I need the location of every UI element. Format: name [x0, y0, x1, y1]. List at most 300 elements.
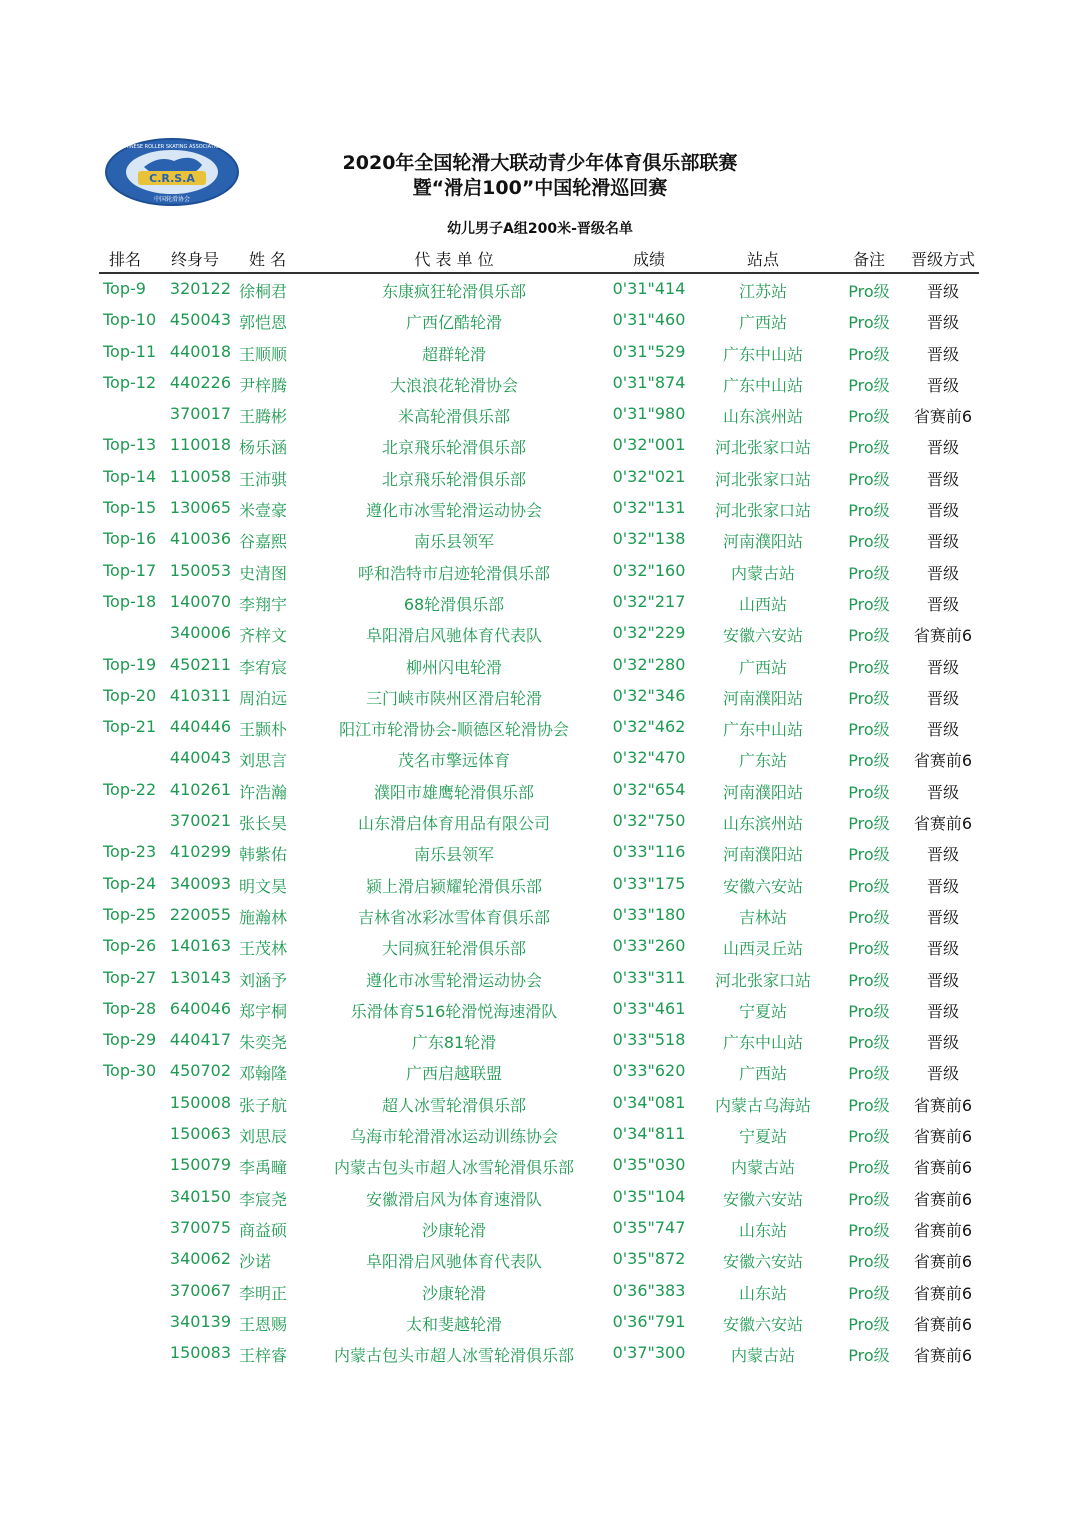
rank-cell: Top-14 — [103, 466, 157, 486]
advance-cell: 省赛前6 — [913, 1252, 973, 1272]
logo-english: CHINESE ROLLER SKATING ASSOCIATION — [121, 144, 223, 150]
unit-cell: 茂名市擎远体育 — [397, 751, 510, 771]
station-cell: 山西灵丘站 — [722, 939, 803, 959]
note-cell: Pro级 — [848, 344, 890, 364]
col-unit: 代 表 单 位 — [414, 250, 494, 269]
rank-cell: Top-19 — [103, 654, 157, 674]
rank-cell: Top-20 — [103, 685, 157, 705]
station-cell: 河南濮阳站 — [722, 688, 803, 708]
table-row — [99, 462, 979, 493]
station-cell: 广西站 — [738, 1064, 787, 1084]
id-cell: 370021 — [169, 811, 231, 831]
station-cell: 安徽六安站 — [722, 626, 803, 646]
advance-cell: 省赛前6 — [913, 1346, 973, 1366]
note-cell: Pro级 — [848, 1220, 890, 1240]
station-cell: 吉林站 — [738, 907, 787, 927]
unit-cell: 广西亿酷轮滑 — [405, 313, 502, 333]
col-score: 成绩 — [632, 250, 665, 269]
name-cell: 刘涵予 — [239, 970, 288, 990]
table-row — [99, 399, 979, 430]
name-cell: 李翔宇 — [239, 594, 288, 614]
score-cell: 0'32"280 — [612, 654, 686, 674]
rank-cell: Top-28 — [103, 998, 157, 1018]
note-cell: Pro级 — [848, 282, 890, 301]
note-cell: Pro级 — [848, 751, 890, 771]
advance-cell: 省赛前6 — [913, 814, 973, 834]
name-cell: 徐桐君 — [239, 282, 288, 301]
unit-cell: 68轮滑俱乐部 — [403, 594, 505, 614]
id-cell: 640046 — [169, 998, 231, 1018]
score-cell: 0'32"750 — [612, 811, 686, 831]
advance-cell: 省赛前6 — [913, 1283, 973, 1303]
score-cell: 0'34"811 — [612, 1124, 686, 1144]
id-cell: 370017 — [169, 404, 231, 424]
col-rank: 排名 — [109, 250, 142, 269]
rank-cell: Top-24 — [103, 873, 157, 893]
station-cell: 广东站 — [738, 751, 787, 771]
rank-cell: Top-16 — [103, 529, 157, 549]
score-cell: 0'33"461 — [612, 998, 686, 1018]
id-cell: 440226 — [169, 372, 231, 392]
table-row — [99, 1307, 979, 1338]
rank-cell: Top-21 — [103, 717, 157, 737]
table-row — [99, 650, 979, 681]
advance-cell: 晋级 — [926, 845, 959, 865]
note-cell: Pro级 — [848, 657, 890, 677]
advance-cell: 省赛前6 — [913, 1095, 973, 1115]
station-cell: 广西站 — [738, 313, 787, 333]
note-cell: Pro级 — [848, 907, 890, 927]
advance-cell: 省赛前6 — [913, 1314, 973, 1334]
id-cell: 150053 — [169, 560, 231, 580]
advance-cell: 晋级 — [926, 313, 959, 333]
note-cell: Pro级 — [848, 313, 890, 333]
advance-cell: 晋级 — [926, 501, 959, 521]
advance-cell: 晋级 — [926, 657, 959, 677]
station-cell: 山东滨州站 — [722, 814, 803, 834]
id-cell: 110058 — [169, 466, 231, 486]
score-cell: 0'32"346 — [612, 685, 686, 705]
note-cell: Pro级 — [848, 782, 890, 802]
id-cell: 410299 — [169, 842, 231, 862]
page-title: 2020年全国轮滑大联动青少年体育俱乐部联赛 — [342, 152, 738, 174]
score-cell: 0'32"654 — [612, 779, 686, 799]
table-row — [99, 430, 979, 461]
table-row — [99, 806, 979, 837]
logo-abbrev: C.R.S.A — [149, 172, 195, 185]
advance-cell: 省赛前6 — [913, 1127, 973, 1147]
table-row — [99, 963, 979, 994]
station-cell: 内蒙古站 — [730, 563, 795, 583]
unit-cell: 广西启越联盟 — [405, 1064, 502, 1084]
rank-cell: Top-25 — [103, 904, 157, 924]
station-cell: 广东中山站 — [722, 375, 803, 395]
score-cell: 0'35"104 — [612, 1186, 686, 1206]
name-cell: 王沛骐 — [239, 469, 288, 489]
table-row — [99, 305, 979, 336]
note-cell: Pro级 — [848, 1283, 890, 1303]
note-cell: Pro级 — [848, 532, 890, 552]
id-cell: 440018 — [169, 341, 231, 361]
table-row — [99, 556, 979, 587]
col-id: 终身号 — [170, 250, 219, 269]
score-cell: 0'33"260 — [612, 936, 686, 956]
note-cell: Pro级 — [848, 1158, 890, 1178]
unit-cell: 南乐县领军 — [413, 532, 494, 552]
name-cell: 谷嘉熙 — [239, 532, 288, 552]
id-cell: 340093 — [169, 873, 231, 893]
name-cell: 郑宇桐 — [239, 1001, 288, 1021]
unit-cell: 广东81轮滑 — [411, 1033, 497, 1053]
score-cell: 0'37"300 — [612, 1343, 686, 1363]
id-cell: 410261 — [169, 779, 231, 799]
unit-cell: 太和斐越轮滑 — [405, 1314, 502, 1334]
score-cell: 0'33"175 — [612, 873, 686, 893]
table-row — [99, 712, 979, 743]
unit-cell: 山东滑启体育用品有限公司 — [357, 814, 550, 834]
station-cell: 安徽六安站 — [722, 1314, 803, 1334]
rank-cell: Top-9 — [103, 279, 146, 298]
advance-cell: 晋级 — [926, 1033, 959, 1053]
rank-cell: Top-26 — [103, 936, 157, 956]
id-cell: 450043 — [169, 310, 231, 330]
table-row — [99, 1244, 979, 1275]
unit-cell: 南乐县领军 — [413, 845, 494, 865]
score-cell: 0'32"462 — [612, 717, 686, 737]
note-cell: Pro级 — [848, 594, 890, 614]
score-cell: 0'32"021 — [612, 466, 686, 486]
name-cell: 王恩赐 — [239, 1314, 288, 1334]
table-row — [99, 1150, 979, 1181]
station-cell: 河南濮阳站 — [722, 845, 803, 865]
table-header — [99, 244, 979, 274]
rank-cell: Top-29 — [103, 1030, 157, 1050]
score-cell: 0'32"138 — [612, 529, 686, 549]
advance-cell: 晋级 — [926, 469, 959, 489]
note-cell: Pro级 — [848, 501, 890, 521]
name-cell: 王腾彬 — [239, 407, 288, 427]
advance-cell: 晋级 — [926, 782, 959, 802]
score-cell: 0'33"116 — [612, 842, 686, 862]
advance-cell: 省赛前6 — [913, 1189, 973, 1209]
advance-cell: 晋级 — [926, 1064, 959, 1084]
note-cell: Pro级 — [848, 688, 890, 708]
score-cell: 0'34"081 — [612, 1092, 686, 1112]
name-cell: 许浩瀚 — [239, 782, 288, 802]
rank-cell: Top-18 — [103, 591, 157, 611]
score-cell: 0'31"874 — [612, 372, 686, 392]
table-row — [99, 1056, 979, 1087]
table-row — [99, 524, 979, 555]
table-row — [99, 1338, 979, 1369]
advance-cell: 省赛前6 — [913, 1220, 973, 1240]
note-cell: Pro级 — [848, 1346, 890, 1366]
station-cell: 河北张家口站 — [714, 970, 811, 990]
advance-cell: 晋级 — [926, 1001, 959, 1021]
rank-cell: Top-23 — [103, 842, 157, 862]
score-cell: 0'33"311 — [612, 967, 686, 987]
id-cell: 340150 — [169, 1186, 231, 1206]
station-cell: 宁夏站 — [738, 1127, 787, 1147]
id-cell: 410311 — [169, 685, 231, 705]
score-cell: 0'33"620 — [612, 1061, 686, 1081]
advance-cell: 晋级 — [926, 688, 959, 708]
note-cell: Pro级 — [848, 1064, 890, 1084]
note-cell: Pro级 — [848, 438, 890, 458]
name-cell: 刘思辰 — [239, 1127, 288, 1147]
station-cell: 河北张家口站 — [714, 501, 811, 521]
score-cell: 0'33"518 — [612, 1030, 686, 1050]
id-cell: 150008 — [169, 1092, 231, 1112]
unit-cell: 乌海市轮滑滑冰运动训练协会 — [349, 1127, 558, 1147]
rank-cell: Top-12 — [103, 372, 157, 392]
table-row — [99, 994, 979, 1025]
note-cell: Pro级 — [848, 563, 890, 583]
score-cell: 0'32"001 — [612, 435, 686, 455]
unit-cell: 北京飛乐轮滑俱乐部 — [381, 438, 526, 458]
station-cell: 广东中山站 — [722, 344, 803, 364]
station-cell: 河北张家口站 — [714, 469, 811, 489]
unit-cell: 沙康轮滑 — [421, 1283, 486, 1303]
score-cell: 0'31"529 — [612, 341, 686, 361]
unit-cell: 大同疯狂轮滑俱乐部 — [381, 939, 526, 959]
name-cell: 沙诺 — [239, 1252, 272, 1272]
station-cell: 内蒙古站 — [730, 1158, 795, 1178]
list-subtitle: 幼儿男子A组200米-晋级名单 — [447, 221, 633, 237]
note-cell: Pro级 — [848, 1033, 890, 1053]
unit-cell: 颍上滑启颍耀轮滑俱乐部 — [365, 876, 542, 896]
station-cell: 内蒙古站 — [730, 1346, 795, 1366]
name-cell: 李禹疃 — [239, 1158, 288, 1178]
station-cell: 安徽六安站 — [722, 1189, 803, 1209]
name-cell: 刘思言 — [239, 751, 288, 771]
id-cell: 440043 — [169, 748, 231, 768]
note-cell: Pro级 — [848, 1095, 890, 1115]
station-cell: 河南濮阳站 — [722, 782, 803, 802]
name-cell: 周泊远 — [239, 688, 288, 708]
note-cell: Pro级 — [848, 407, 890, 427]
advance-cell: 晋级 — [926, 532, 959, 552]
station-cell: 山东站 — [738, 1220, 787, 1240]
id-cell: 340062 — [169, 1249, 231, 1269]
advance-cell: 晋级 — [926, 970, 959, 990]
station-cell: 广东中山站 — [722, 1033, 803, 1053]
table-row — [99, 869, 979, 900]
name-cell: 邓翰隆 — [239, 1064, 288, 1084]
id-cell: 370075 — [169, 1217, 231, 1237]
name-cell: 明文昊 — [239, 876, 288, 896]
id-cell: 320122 — [169, 279, 231, 298]
rank-cell: Top-11 — [103, 341, 157, 361]
id-cell: 150083 — [169, 1343, 231, 1363]
id-cell: 130065 — [169, 498, 231, 518]
col-advance: 晋级方式 — [910, 250, 975, 269]
unit-cell: 北京飛乐轮滑俱乐部 — [381, 469, 526, 489]
name-cell: 张长昊 — [239, 814, 288, 834]
crsa-logo — [104, 137, 240, 207]
advance-cell: 省赛前6 — [913, 626, 973, 646]
score-cell: 0'32"229 — [612, 623, 686, 643]
table-row — [99, 900, 979, 931]
table-row — [99, 743, 979, 774]
note-cell: Pro级 — [848, 1252, 890, 1272]
score-cell: 0'35"872 — [612, 1249, 686, 1269]
station-cell: 山西站 — [738, 594, 787, 614]
unit-cell: 超群轮滑 — [421, 344, 486, 364]
name-cell: 韩紫佑 — [239, 845, 288, 865]
id-cell: 150063 — [169, 1124, 231, 1144]
id-cell: 130143 — [169, 967, 231, 987]
col-name: 姓 名 — [249, 250, 287, 269]
name-cell: 米壹豪 — [239, 501, 288, 521]
note-cell: Pro级 — [848, 469, 890, 489]
col-note: 备注 — [852, 250, 885, 269]
score-cell: 0'32"131 — [612, 498, 686, 518]
unit-cell: 吉林省冰彩冰雪体育俱乐部 — [357, 907, 550, 927]
table-row — [99, 1119, 979, 1150]
station-cell: 安徽六安站 — [722, 876, 803, 896]
note-cell: Pro级 — [848, 939, 890, 959]
name-cell: 尹梓腾 — [239, 375, 288, 395]
name-cell: 王颢朴 — [239, 720, 288, 740]
unit-cell: 三门峡市陕州区滑启轮滑 — [365, 688, 542, 708]
score-cell: 0'32"217 — [612, 591, 686, 611]
station-cell: 宁夏站 — [738, 1001, 787, 1021]
note-cell: Pro级 — [848, 970, 890, 990]
rank-cell: Top-22 — [103, 779, 157, 799]
unit-cell: 遵化市冰雪轮滑运动协会 — [365, 501, 542, 521]
advance-cell: 晋级 — [926, 563, 959, 583]
score-cell: 0'33"180 — [612, 904, 686, 924]
unit-cell: 遵化市冰雪轮滑运动协会 — [365, 970, 542, 990]
table-row — [99, 1213, 979, 1244]
name-cell: 王顺顺 — [239, 344, 288, 364]
unit-cell: 米高轮滑俱乐部 — [397, 407, 510, 427]
unit-cell: 乐滑体育516轮滑悦海速滑队 — [350, 1001, 558, 1021]
table-row — [99, 837, 979, 868]
advance-cell: 晋级 — [926, 720, 959, 740]
station-cell: 山东滨州站 — [722, 407, 803, 427]
page-title-line2: 暨“滑启100”中国轮滑巡回赛 — [412, 177, 668, 199]
note-cell: Pro级 — [848, 845, 890, 865]
note-cell: Pro级 — [848, 720, 890, 740]
name-cell: 杨乐涵 — [239, 438, 288, 458]
name-cell: 李宥宸 — [239, 657, 288, 677]
rank-cell: Top-15 — [103, 498, 157, 518]
note-cell: Pro级 — [848, 814, 890, 834]
unit-cell: 安徽滑启风为体育速滑队 — [365, 1189, 542, 1209]
id-cell: 410036 — [169, 529, 231, 549]
station-cell: 江苏站 — [738, 282, 787, 301]
note-cell: Pro级 — [848, 1127, 890, 1147]
id-cell: 450702 — [169, 1061, 231, 1081]
advance-cell: 晋级 — [926, 344, 959, 364]
advance-cell: 省赛前6 — [913, 1158, 973, 1178]
table-row — [99, 587, 979, 618]
id-cell: 340006 — [169, 623, 231, 643]
note-cell: Pro级 — [848, 1001, 890, 1021]
table-row — [99, 681, 979, 712]
score-cell: 0'35"747 — [612, 1217, 686, 1237]
unit-cell: 阜阳滑启风驰体育代表队 — [365, 1252, 542, 1272]
station-cell: 内蒙古乌海站 — [714, 1095, 811, 1115]
col-station: 站点 — [746, 250, 779, 269]
table-row — [99, 337, 979, 368]
table-row — [99, 618, 979, 649]
unit-cell: 内蒙古包头市超人冰雪轮滑俱乐部 — [333, 1158, 574, 1178]
advance-cell: 晋级 — [926, 438, 959, 458]
id-cell: 370067 — [169, 1280, 231, 1300]
advance-cell: 晋级 — [926, 939, 959, 959]
note-cell: Pro级 — [848, 876, 890, 896]
table-body — [99, 274, 979, 1369]
name-cell: 李宸尧 — [239, 1189, 288, 1209]
unit-cell: 阳江市轮滑协会-顺德区轮滑协会 — [339, 720, 569, 740]
score-cell: 0'31"414 — [612, 279, 686, 298]
unit-cell: 阜阳滑启风驰体育代表队 — [365, 626, 542, 646]
id-cell: 110018 — [169, 435, 231, 455]
station-cell: 广西站 — [738, 657, 787, 677]
table-row — [99, 1182, 979, 1213]
unit-cell: 超人冰雪轮滑俱乐部 — [381, 1095, 526, 1115]
id-cell: 440417 — [169, 1030, 231, 1050]
score-cell: 0'35"030 — [612, 1155, 686, 1175]
score-cell: 0'32"470 — [612, 748, 686, 768]
advance-cell: 晋级 — [926, 282, 959, 301]
table-row — [99, 931, 979, 962]
name-cell: 张子航 — [239, 1095, 288, 1115]
rank-cell: Top-30 — [103, 1061, 157, 1081]
unit-cell: 濮阳市雄鹰轮滑俱乐部 — [373, 782, 534, 802]
note-cell: Pro级 — [848, 1314, 890, 1334]
id-cell: 450211 — [169, 654, 231, 674]
unit-cell: 内蒙古包头市超人冰雪轮滑俱乐部 — [333, 1346, 574, 1366]
name-cell: 施瀚林 — [239, 907, 288, 927]
name-cell: 朱奕尧 — [239, 1033, 288, 1053]
advance-cell: 晋级 — [926, 907, 959, 927]
advance-cell: 省赛前6 — [913, 407, 973, 427]
rank-cell: Top-17 — [103, 560, 157, 580]
name-cell: 郭恺恩 — [239, 313, 288, 333]
rank-cell: Top-10 — [103, 310, 157, 330]
name-cell: 王梓睿 — [239, 1346, 288, 1366]
station-cell: 河北张家口站 — [714, 438, 811, 458]
name-cell: 商益硕 — [239, 1220, 288, 1240]
name-cell: 王茂林 — [239, 939, 288, 959]
table-row — [99, 368, 979, 399]
advance-cell: 省赛前6 — [913, 751, 973, 771]
unit-cell: 沙康轮滑 — [421, 1220, 486, 1240]
logo-chinese: 中国轮滑协会 — [153, 196, 191, 203]
score-cell: 0'31"460 — [612, 310, 686, 330]
unit-cell: 呼和浩特市启迹轮滑俱乐部 — [357, 563, 550, 583]
unit-cell: 东康疯狂轮滑俱乐部 — [381, 282, 526, 301]
table-row — [99, 1276, 979, 1307]
id-cell: 150079 — [169, 1155, 231, 1175]
table-row — [99, 274, 979, 305]
id-cell: 220055 — [169, 904, 231, 924]
station-cell: 安徽六安站 — [722, 1252, 803, 1272]
score-cell: 0'36"383 — [612, 1280, 686, 1300]
id-cell: 340139 — [169, 1311, 231, 1331]
note-cell: Pro级 — [848, 1189, 890, 1209]
advance-cell: 晋级 — [926, 375, 959, 395]
note-cell: Pro级 — [848, 626, 890, 646]
score-cell: 0'36"791 — [612, 1311, 686, 1331]
name-cell: 史清图 — [239, 563, 288, 583]
unit-cell: 柳州闪电轮滑 — [405, 657, 502, 677]
id-cell: 440446 — [169, 717, 231, 737]
